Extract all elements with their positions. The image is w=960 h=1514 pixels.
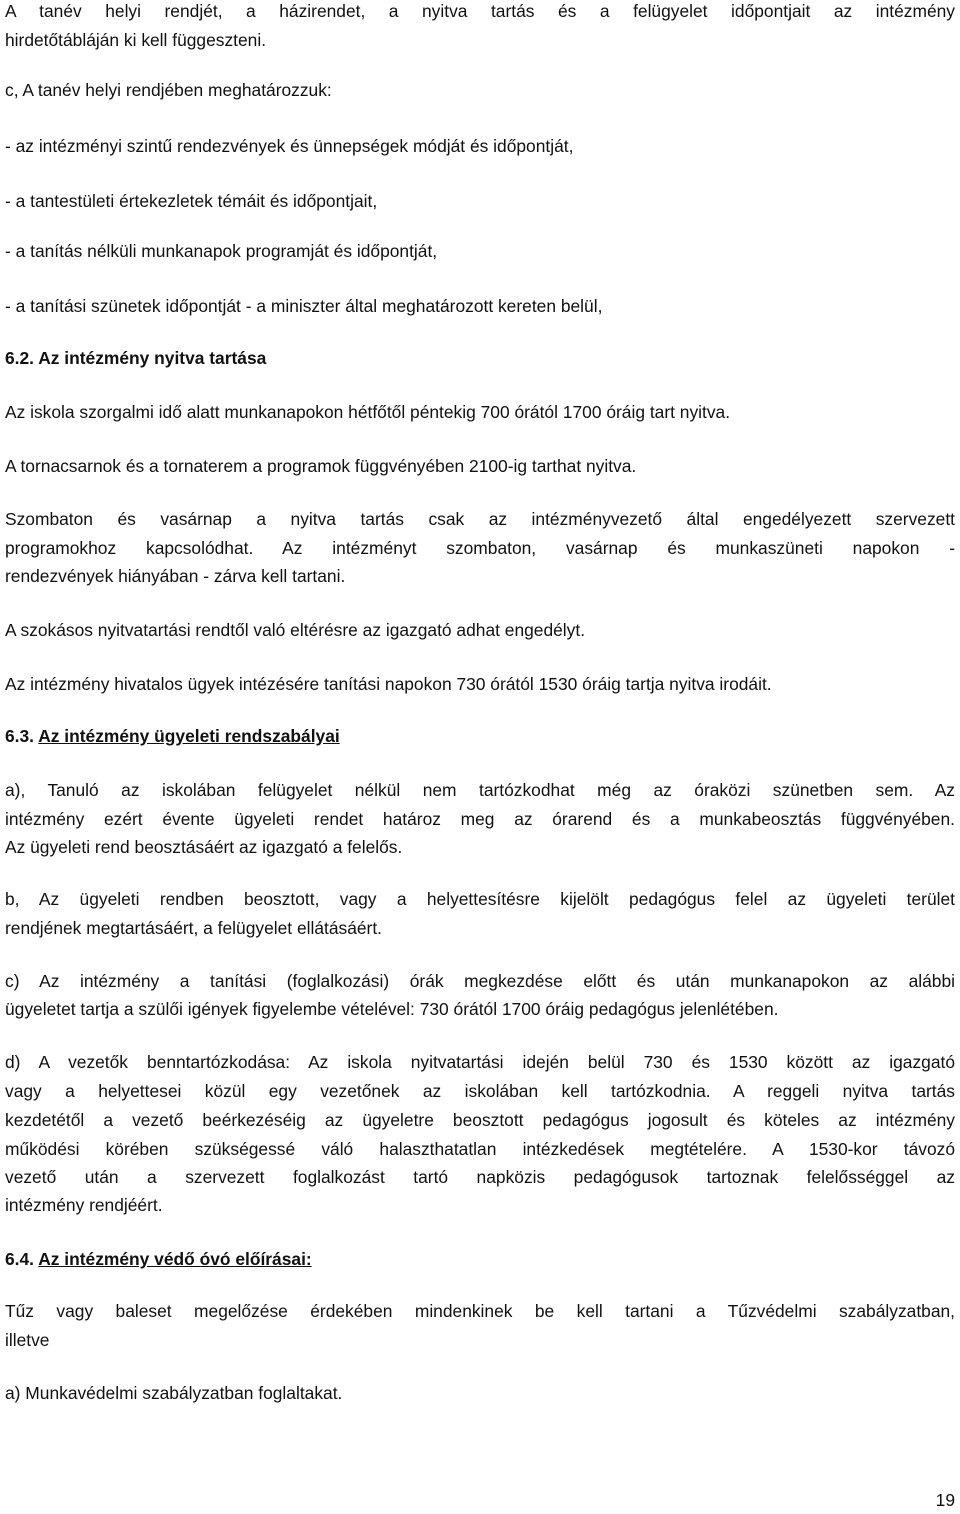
office-hours-paragraph: Az intézmény hivatalos ügyek intézésére tanítási napokon 730 órától 1530 óráig tartja nyitva irodáit. (5, 674, 772, 694)
weekend-paragraph-line-2: programokhoz kapcsolódhat. Az intézményt szombaton, vasárnap és munkaszüneti napokon - (5, 538, 955, 558)
section-6-4-title: Az intézmény védő óvó előírásai: (38, 1249, 312, 1269)
duty-b-line-2: rendjének megtartásáért, a felügyelet ellátásáért. (5, 918, 383, 938)
section-6-3-number: 6.3. (5, 726, 35, 746)
section-6-3-heading (5, 722, 955, 750)
page-number: 19 (935, 1490, 955, 1510)
duty-c-line-2: ügyeletet tartja a szülői igények figyelembe vételével: 730 órától 1700 óráig pedagógus jelenlétében. (5, 999, 779, 1019)
section-6-2-number: 6.2. (5, 348, 35, 368)
opening-hours-paragraph: Az iskola szorgalmi idő alatt munkanapokon hétfőtől péntekig 700 órától 1700 óráig tart nyitva. (5, 402, 731, 422)
section-c-item-3: - a tanítás nélküli munkanapok programját és időpontját, (5, 241, 438, 261)
gym-hours-paragraph: A tornacsarnok és a tornaterem a programok függvényében 2100-ig tarthat nyitva. (5, 456, 637, 476)
section-6-2-title: Az intézmény nyitva tartása (38, 348, 267, 368)
labor-safety-paragraph: a) Munkavédelmi szabályzatban foglaltakat. (5, 1383, 343, 1403)
duty-a-line-3: Az ügyeleti rend beosztásáért az igazgató a felelős. (5, 837, 403, 857)
intro-line-2: hirdetőtábláján ki kell függeszteni. (5, 30, 267, 50)
weekend-paragraph-line-1: Szombaton és vasárnap a nyitva tartás csak az intézményvezető által engedélyezett szervezett (5, 509, 955, 529)
duty-b-line-1: b, Az ügyeleti rendben beosztott, vagy a helyettesítésre kijelölt pedagógus felel az ügyeleti terület (5, 889, 955, 909)
section-c-item-4: - a tanítási szünetek időpontját - a miniszter által meghatározott kereten belül, (5, 296, 603, 316)
intro-line-1: A tanév helyi rendjét, a házirendet, a nyitva tartás és a felügyelet időpontjait az intézmény (5, 1, 955, 21)
duty-a-line-1: a), Tanuló az iskolában felügyelet nélkül nem tartózkodhat még az óraközi szünetben sem. Az (5, 780, 955, 800)
safety-paragraph-line-2: illetve (5, 1330, 50, 1350)
section-c-item-2: - a tantestületi értekezletek témáit és időpontjait, (5, 191, 378, 211)
duty-d-line-1: d) A vezetők benntartózkodása: Az iskola nyitvatartási idején belül 730 és 1530 között az igazgató (5, 1052, 955, 1072)
safety-paragraph-line-1: Tűz vagy baleset megelőzése érdekében mindenkinek be kell tartani a Tűzvédelmi szabályzatban, (5, 1301, 955, 1321)
duty-d-line-6: intézmény rendjéért. (5, 1195, 163, 1215)
duty-d-line-4: működési körében szükségessé váló halaszthatatlan intézkedések megtételére. A 1530-kor távozó (5, 1139, 955, 1159)
section-c-item-1: - az intézményi szintű rendezvények és ünnepségek módját és időpontját, (5, 136, 574, 156)
duty-d-line-3: kezdetétől a vezető beérkezéséig az ügyeletre beosztott pedagógus jogosult és köteles az intézmény (5, 1110, 955, 1130)
weekend-paragraph-line-3: rendezvények hiányában - zárva kell tartani. (5, 566, 346, 586)
duty-c-line-1: c) Az intézmény a tanítási (foglalkozási) órák megkezdése előtt és után munkanapokon az alábbi (5, 971, 955, 991)
section-6-4-heading (5, 1245, 955, 1273)
duty-a-line-2: intézmény ezért évente ügyeleti rendet határoz meg az órarend és a munkabeosztás függvényében. (5, 809, 955, 829)
section-6-4-number: 6.4. (5, 1249, 35, 1269)
duty-d-line-2: vagy a helyettesei közül egy vezetőnek az iskolában kell tartózkodnia. A reggeli nyitva tartás (5, 1081, 955, 1101)
duty-d-line-5: vezető után a szervezett foglalkozást tartó napközis pedagógusok tartoznak felelősséggel az (5, 1167, 955, 1187)
section-c-title: c, A tanév helyi rendjében meghatározzuk: (5, 80, 332, 100)
section-6-2-heading (5, 344, 955, 372)
deviation-paragraph: A szokásos nyitvatartási rendtől való eltérésre az igazgató adhat engedélyt. (5, 620, 586, 640)
section-6-3-title: Az intézmény ügyeleti rendszabályai (38, 726, 340, 746)
